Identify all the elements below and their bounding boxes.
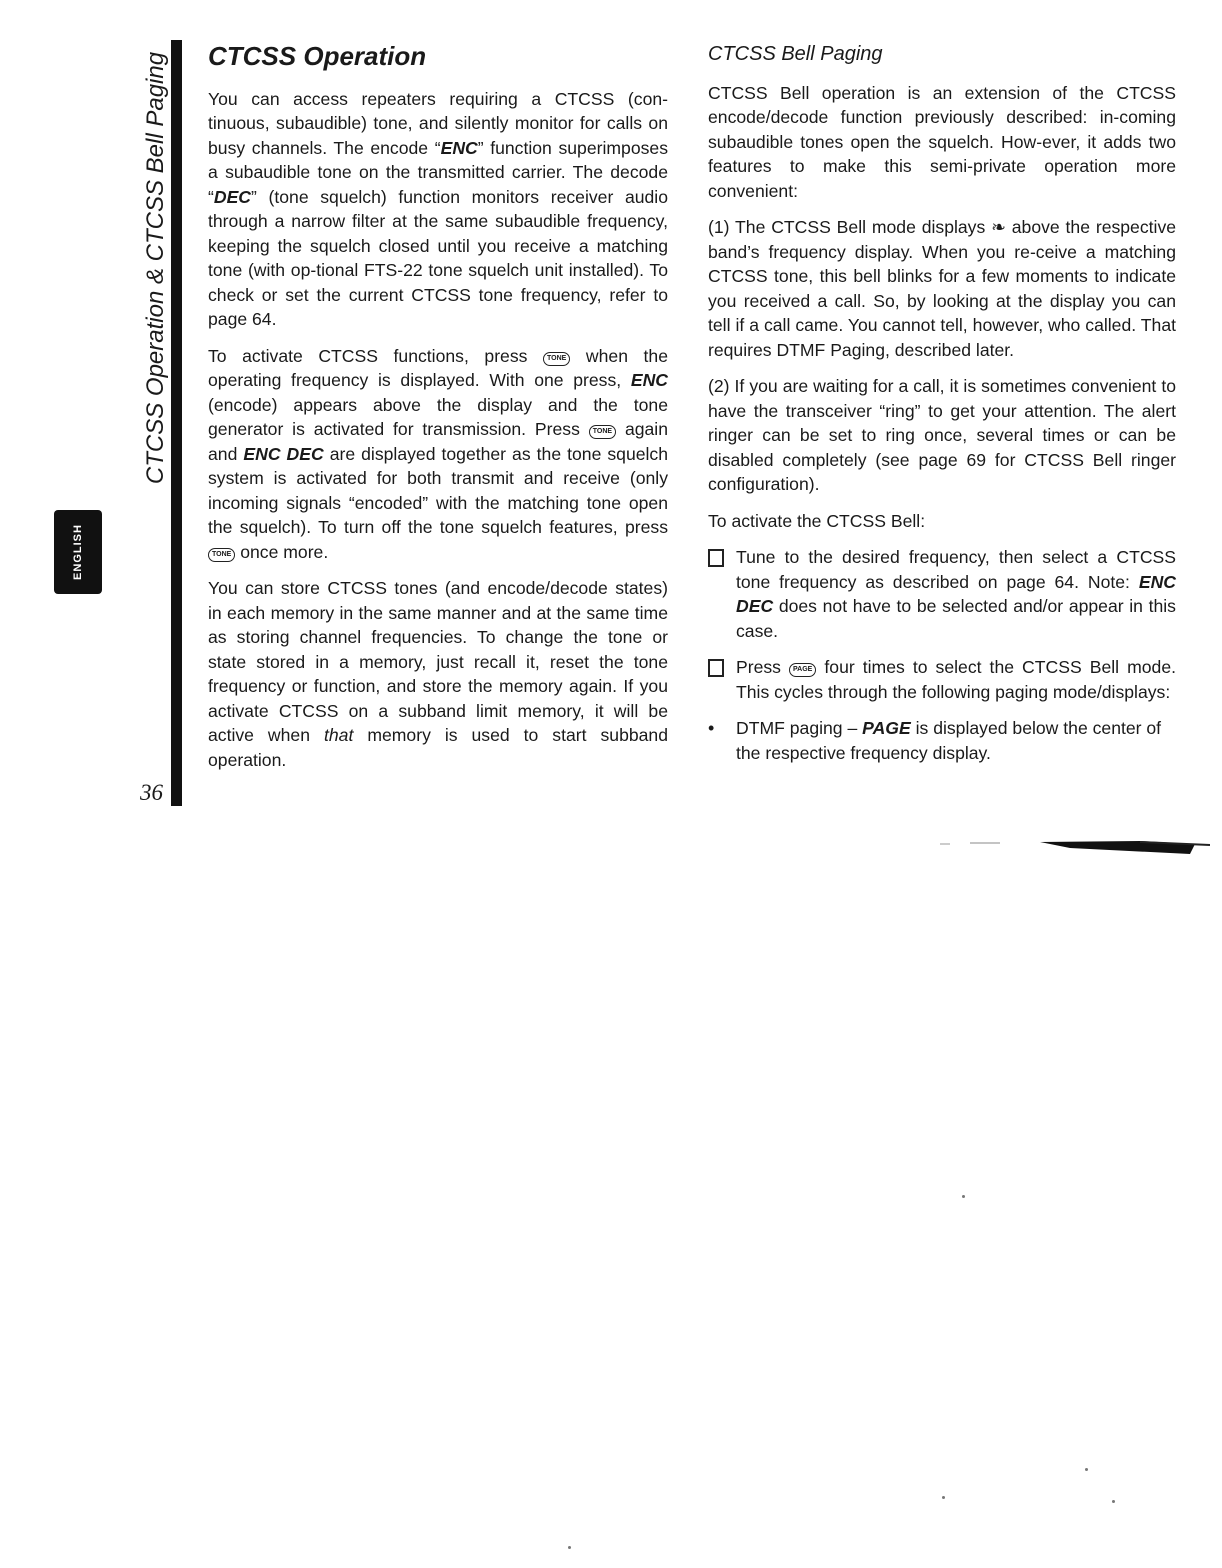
subsection-title: CTCSS Bell Paging [708,43,883,65]
tone-key-icon: TONE [589,425,616,439]
paragraph-store: You can store CTCSS tones (and encode/decode states) in each memory in the same manner and at the same time as storing channel frequencies. To change the tone or state stored in a memory, just recall it, reset the tone frequency or function, and store the memory again. If you activate CTCSS on a subband limit memory, it will be active when that memory is used to start subband operation. [208,578,668,770]
checkbox-icon [708,549,724,567]
paragraph-feature-1: (1) The CTCSS Bell mode displays ❧ above the respective band’s frequency display. When you re-ceive a matching CTCSS tone, this bell blinks for a few moments to indicate you received a call. So, by looking at the display you can tell if a call came. You cannot tell, however, who called. That requires DTMF Paging, described later. [708,217,1177,360]
paragraph-activate: To activate CTCSS functions, press TONE when the operating frequency is displayed. With one press, ENC (encode) appears above the display and the tone generator is activated for transmission. Press TONE again and ENC DEC are displayed together as the tone squelch system is activated for both transmit and receive (only incoming signals “encoded” with the matching tone open the squelch). To turn off the tone squelch features, press TONE once more. [208,345,669,562]
paragraph-feature-2: (2) If you are waiting for a call, it is sometimes convenient to have the transceiver “ring” to get your attention. The alert ringer can be set to ring once, several times or can be disabled completely (see page 69 for CTCSS Bell ringer configuration). [708,376,1176,494]
language-tab-label: ENGLISH [72,524,84,580]
section-title: CTCSS Operation [208,41,427,71]
tone-key-icon: TONE [543,352,570,366]
page-key-icon: PAGE [789,663,816,677]
right-column [708,40,1176,777]
checkbox-icon [708,659,724,677]
scan-speck [568,1546,571,1549]
scan-speck [942,1496,945,1499]
margin-bar [171,40,182,806]
scan-smear [940,838,1210,858]
bullet-item: • DTMF paging – PAGE is displayed below the center of the respective frequency display. [708,716,1176,765]
left-column [208,40,668,784]
scan-speck [1112,1500,1115,1503]
page-number: 36 [140,780,163,805]
paragraph-bell-intro: CTCSS Bell operation is an extension of the CTCSS encode/decode function previously described: in-coming subaudible tones open the squelch. How-ever, it adds two features to make this semi-private operation more convenient: [708,82,1176,201]
scan-speck [1085,1468,1088,1471]
language-tab-box [54,510,102,594]
paragraph-intro: You can access repeaters requiring a CTCSS (con-tinuous, subaudible) tone, and silently monitor for calls on busy channels. The encode “ENC” function superimposes a subaudible tone on the transmitted carrier. The decode “DEC” (tone squelch) function monitors receiver audio through a narrow filter at the same subaudible frequency, keeping the squelch closed until you receive a matching tone (with op-tional FTS-22 tone squelch unit installed). To check or set the current CTCSS tone frequency, refer to page 64. [208,88,668,329]
paragraph-steps-intro: To activate the CTCSS Bell: [708,510,926,531]
step-item: Tune to the desired frequency, then select a CTCSS tone frequency as described on page 64. Note: ENC DEC does not have to be selected and/or appear in this case. [708,545,1176,643]
side-running-title: CTCSS Operation & CTCSS Bell Paging [142,51,169,484]
step-item: Press PAGE four times to select the CTCSS Bell mode. This cycles through the following paging mode/displays: [708,655,1176,704]
bell-icon: ❧ [991,217,1006,237]
bullet-icon: • [708,718,715,738]
language-tab [40,510,130,600]
tone-key-icon: TONE [208,548,235,562]
scan-speck [962,1195,965,1198]
